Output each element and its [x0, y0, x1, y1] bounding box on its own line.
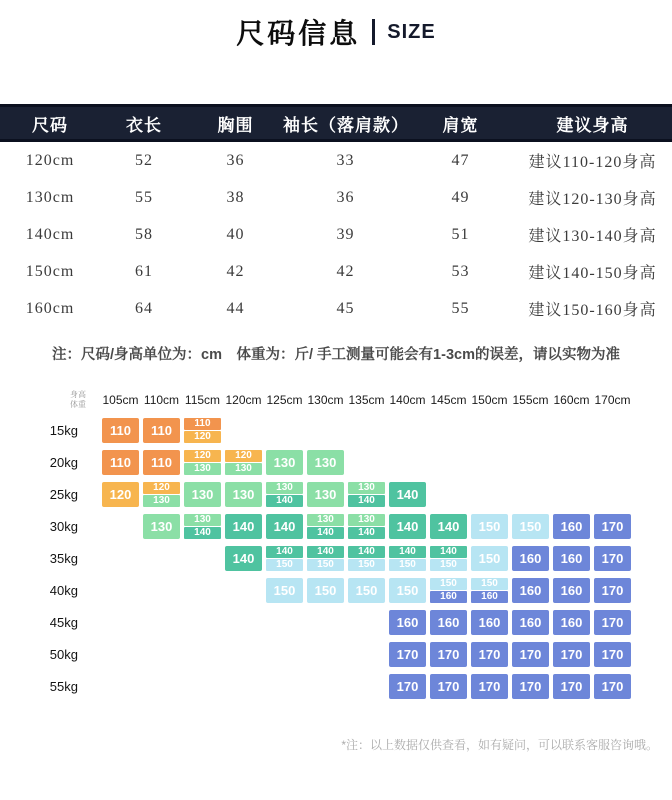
matrix-slot	[551, 642, 592, 667]
matrix-slot	[182, 514, 223, 539]
matrix-weight-label: 40kg	[49, 582, 78, 598]
size-table-row	[0, 216, 672, 253]
matrix-slot	[387, 610, 428, 635]
matrix-slot	[346, 546, 387, 571]
matrix-slot	[100, 450, 141, 475]
matrix-slot	[141, 514, 182, 539]
matrix-cell: 120	[102, 482, 139, 507]
matrix-height-label: 120cm	[225, 393, 262, 407]
matrix-row	[0, 574, 672, 606]
matrix-cell-split	[143, 482, 180, 507]
matrix-cell-value: 130	[307, 514, 344, 526]
matrix-cell-value: 150	[348, 559, 385, 571]
matrix-weight-label: 30kg	[49, 518, 78, 534]
size-table-cell: 140cm	[25, 225, 75, 243]
matrix-cell: 130	[307, 482, 344, 507]
matrix-corner-label	[0, 390, 100, 410]
matrix-cell-value: 140	[348, 527, 385, 539]
size-table-cell: 建议120-130身高	[528, 191, 657, 208]
matrix-cell: 150	[471, 546, 508, 571]
matrix-slot	[264, 482, 305, 507]
page-title	[0, 0, 672, 52]
matrix-cell-value: 130	[348, 514, 385, 526]
matrix-height-label: 140cm	[389, 393, 426, 407]
matrix-slot	[592, 546, 633, 571]
matrix-cell: 110	[143, 450, 180, 475]
matrix-slot	[387, 482, 428, 507]
matrix-cell: 160	[512, 546, 549, 571]
matrix-row	[0, 414, 672, 446]
matrix-header-row	[0, 386, 672, 414]
matrix-slot	[387, 578, 428, 603]
size-table-cell: 61	[135, 262, 153, 280]
matrix-cell: 140	[430, 514, 467, 539]
matrix-cell: 170	[594, 546, 631, 571]
size-table-body	[0, 142, 672, 327]
matrix-height-label: 110cm	[143, 393, 180, 407]
matrix-height-label: 135cm	[348, 393, 385, 407]
matrix-cell: 170	[553, 674, 590, 699]
matrix-cell-value: 140	[184, 527, 221, 539]
matrix-slot	[428, 674, 469, 699]
matrix-cell-split	[348, 546, 385, 571]
matrix-cell: 150	[307, 578, 344, 603]
matrix-row	[0, 542, 672, 574]
matrix-slot	[100, 482, 141, 507]
size-table-row	[0, 290, 672, 327]
matrix-slot	[551, 514, 592, 539]
matrix-slot	[346, 482, 387, 507]
matrix-cell-value: 140	[348, 546, 385, 558]
matrix-cell: 160	[553, 514, 590, 539]
matrix-cell: 170	[430, 642, 467, 667]
matrix-cell-value: 140	[389, 546, 426, 558]
matrix-cell-value: 130	[184, 514, 221, 526]
matrix-cell-value: 160	[471, 591, 508, 603]
matrix-slot	[510, 674, 551, 699]
size-table-cell: 55	[135, 188, 153, 206]
matrix-slot	[346, 514, 387, 539]
matrix-cell: 130	[143, 514, 180, 539]
matrix-cell-value: 140	[430, 546, 467, 558]
matrix-row	[0, 478, 672, 510]
matrix-slot	[223, 450, 264, 475]
matrix-body	[0, 414, 672, 702]
size-table-cell: 44	[226, 299, 245, 317]
matrix-cell-split	[348, 514, 385, 539]
corner-weight-label: 体重	[70, 400, 86, 409]
size-recommendation-matrix	[0, 386, 672, 702]
matrix-weight-label: 35kg	[49, 550, 78, 566]
matrix-cell-value: 150	[307, 559, 344, 571]
matrix-slot	[592, 514, 633, 539]
matrix-slot	[223, 514, 264, 539]
matrix-cell: 160	[512, 610, 549, 635]
matrix-slot	[387, 546, 428, 571]
size-table-cell: 39	[336, 225, 355, 243]
measurement-note: 注：尺码/身高单位为：cm 体重为：斤/ 手工测量可能会有1-3cm的误差，请以实物为准	[52, 347, 620, 363]
matrix-slot	[346, 578, 387, 603]
matrix-slot	[100, 418, 141, 443]
footnote: *注：以上数据仅供查看，如有疑问，可以联系客服咨询哦。	[341, 738, 658, 752]
matrix-slot	[469, 514, 510, 539]
size-table-header-cell: 尺码	[32, 115, 68, 135]
matrix-cell-split	[471, 578, 508, 603]
size-table-row	[0, 142, 672, 179]
matrix-height-label: 105cm	[102, 393, 139, 407]
matrix-height-label: 125cm	[266, 393, 303, 407]
matrix-slot	[182, 450, 223, 475]
matrix-height-label: 160cm	[553, 393, 590, 407]
matrix-cell-value: 160	[430, 591, 467, 603]
matrix-slot	[305, 578, 346, 603]
matrix-cell: 110	[102, 450, 139, 475]
matrix-cell-value: 120	[184, 450, 221, 462]
matrix-slot	[387, 514, 428, 539]
matrix-cell: 140	[225, 546, 262, 571]
matrix-slot	[141, 418, 182, 443]
matrix-slot	[469, 578, 510, 603]
matrix-cell-value: 150	[430, 578, 467, 590]
matrix-slot	[469, 642, 510, 667]
matrix-cell: 140	[389, 514, 426, 539]
matrix-cell-split	[184, 514, 221, 539]
size-table-cell: 51	[451, 225, 470, 243]
matrix-cell: 170	[430, 674, 467, 699]
matrix-slot	[305, 546, 346, 571]
matrix-slot	[510, 514, 551, 539]
size-table-cell: 150cm	[25, 262, 75, 280]
matrix-slot	[551, 546, 592, 571]
matrix-cell: 170	[594, 514, 631, 539]
matrix-cell: 170	[594, 578, 631, 603]
title-cn: 尺码信息	[236, 18, 361, 49]
matrix-slot	[264, 546, 305, 571]
size-table-cell: 建议140-150身高	[528, 265, 657, 282]
matrix-slot	[141, 450, 182, 475]
matrix-cell: 160	[553, 610, 590, 635]
matrix-cell-split	[307, 514, 344, 539]
matrix-height-label: 115cm	[184, 393, 221, 407]
matrix-cell-value: 130	[348, 482, 385, 494]
size-table	[0, 104, 672, 327]
matrix-cell: 170	[512, 674, 549, 699]
matrix-cell-split	[430, 578, 467, 603]
corner-height-label: 身高	[70, 390, 86, 399]
matrix-cell: 160	[512, 578, 549, 603]
matrix-cell: 130	[266, 450, 303, 475]
matrix-slot	[223, 482, 264, 507]
matrix-cell: 160	[553, 546, 590, 571]
matrix-cell: 110	[143, 418, 180, 443]
matrix-slot	[182, 418, 223, 443]
matrix-cell: 130	[307, 450, 344, 475]
matrix-slot	[551, 610, 592, 635]
matrix-cell: 170	[471, 642, 508, 667]
size-table-cell: 建议150-160身高	[528, 302, 657, 319]
size-table-cell: 36	[336, 188, 355, 206]
matrix-cell: 170	[553, 642, 590, 667]
matrix-cell-split	[266, 482, 303, 507]
matrix-slot	[428, 546, 469, 571]
matrix-slot	[428, 578, 469, 603]
matrix-height-label: 155cm	[512, 393, 549, 407]
matrix-slot	[469, 674, 510, 699]
matrix-cell-value: 140	[348, 495, 385, 507]
size-table-cell: 45	[336, 299, 355, 317]
matrix-cell: 170	[389, 674, 426, 699]
matrix-cell: 160	[430, 610, 467, 635]
size-table-cell: 55	[451, 299, 470, 317]
matrix-slot	[182, 482, 223, 507]
matrix-slot	[305, 450, 346, 475]
matrix-cell: 130	[184, 482, 221, 507]
matrix-cell-value: 110	[184, 418, 221, 430]
matrix-cell-split	[266, 546, 303, 571]
matrix-slot	[305, 514, 346, 539]
matrix-slot	[469, 546, 510, 571]
size-table-row	[0, 179, 672, 216]
matrix-cell: 170	[471, 674, 508, 699]
matrix-cell-value: 130	[143, 495, 180, 507]
size-table-cell: 64	[135, 299, 153, 317]
title-divider	[372, 19, 375, 45]
size-table-cell: 33	[336, 151, 355, 169]
matrix-cell-value: 140	[307, 527, 344, 539]
matrix-slot	[592, 610, 633, 635]
matrix-cell-value: 140	[266, 546, 303, 558]
matrix-row	[0, 446, 672, 478]
matrix-slot	[510, 578, 551, 603]
matrix-slot	[592, 674, 633, 699]
matrix-cell: 150	[471, 514, 508, 539]
matrix-slot	[469, 610, 510, 635]
matrix-slot	[264, 578, 305, 603]
matrix-cell-split	[307, 546, 344, 571]
matrix-cell-value: 140	[266, 495, 303, 507]
matrix-row	[0, 670, 672, 702]
matrix-cell: 150	[389, 578, 426, 603]
matrix-cell: 140	[225, 514, 262, 539]
matrix-cell: 160	[553, 578, 590, 603]
matrix-cell: 150	[512, 514, 549, 539]
matrix-slot	[510, 546, 551, 571]
matrix-cell-value: 140	[307, 546, 344, 558]
title-en: SIZE	[387, 20, 436, 43]
matrix-slot	[592, 642, 633, 667]
matrix-cell: 140	[389, 482, 426, 507]
matrix-slot	[551, 578, 592, 603]
matrix-height-label: 170cm	[594, 393, 631, 407]
matrix-cell-value: 120	[184, 431, 221, 443]
matrix-slot	[141, 482, 182, 507]
matrix-weight-label: 50kg	[49, 646, 78, 662]
size-table-cell: 36	[226, 151, 245, 169]
size-table-cell: 38	[226, 188, 245, 206]
matrix-weight-label: 25kg	[49, 486, 78, 502]
matrix-cell-value: 120	[143, 482, 180, 494]
matrix-cell-value: 150	[389, 559, 426, 571]
matrix-cell-value: 130	[225, 463, 262, 475]
matrix-cell: 170	[594, 674, 631, 699]
matrix-row	[0, 510, 672, 542]
matrix-slot	[510, 610, 551, 635]
matrix-slot	[428, 642, 469, 667]
matrix-cell-split	[225, 450, 262, 475]
matrix-slot	[264, 514, 305, 539]
size-table-cell: 160cm	[25, 299, 75, 317]
size-table-header-cell: 建议身高	[556, 115, 629, 135]
matrix-row	[0, 638, 672, 670]
size-table-cell: 52	[135, 151, 153, 169]
matrix-slot	[510, 642, 551, 667]
matrix-cell-split	[184, 450, 221, 475]
matrix-cell: 110	[102, 418, 139, 443]
matrix-weight-label: 20kg	[49, 454, 78, 470]
matrix-cell: 160	[389, 610, 426, 635]
size-table-cell: 40	[226, 225, 245, 243]
matrix-slot	[428, 610, 469, 635]
matrix-cell-value: 120	[225, 450, 262, 462]
matrix-slot	[223, 546, 264, 571]
size-table-cell: 120cm	[25, 151, 75, 169]
size-table-header-cell: 袖长（落肩款）	[283, 115, 409, 135]
size-table-cell: 49	[451, 188, 470, 206]
size-table-cell: 47	[451, 151, 470, 169]
matrix-cell-value: 150	[266, 559, 303, 571]
size-table-header-cell: 胸围	[217, 115, 254, 135]
matrix-cell: 170	[512, 642, 549, 667]
matrix-slot	[387, 674, 428, 699]
matrix-cell-split	[389, 546, 426, 571]
matrix-weight-label: 45kg	[49, 614, 78, 630]
matrix-cell: 160	[471, 610, 508, 635]
matrix-height-label: 150cm	[471, 393, 508, 407]
size-table-cell: 58	[135, 225, 153, 243]
matrix-cell-value: 150	[430, 559, 467, 571]
matrix-cell-split	[184, 418, 221, 443]
matrix-cell-value: 130	[184, 463, 221, 475]
matrix-height-label: 130cm	[307, 393, 344, 407]
matrix-cell: 150	[348, 578, 385, 603]
size-table-row	[0, 253, 672, 290]
size-table-header-cell: 肩宽	[442, 115, 479, 135]
matrix-cell: 140	[266, 514, 303, 539]
size-table-cell: 建议110-120身高	[528, 154, 657, 171]
size-table-cell: 130cm	[25, 188, 75, 206]
matrix-slot	[428, 514, 469, 539]
matrix-cell-value: 130	[266, 482, 303, 494]
matrix-cell: 130	[225, 482, 262, 507]
matrix-slot	[264, 450, 305, 475]
size-table-cell: 42	[226, 262, 245, 280]
matrix-cell: 170	[389, 642, 426, 667]
matrix-slot	[592, 578, 633, 603]
matrix-cell-split	[430, 546, 467, 571]
matrix-cell: 170	[594, 610, 631, 635]
matrix-weight-label: 15kg	[49, 422, 78, 438]
size-table-cell: 53	[451, 262, 470, 280]
matrix-slot	[387, 642, 428, 667]
matrix-slot	[305, 482, 346, 507]
matrix-cell: 150	[266, 578, 303, 603]
size-table-header-cell: 衣长	[126, 115, 162, 135]
matrix-cell: 170	[594, 642, 631, 667]
matrix-height-label: 145cm	[430, 393, 467, 407]
size-table-cell: 42	[336, 262, 355, 280]
matrix-weight-label: 55kg	[49, 678, 78, 694]
size-table-cell: 建议130-140身高	[528, 228, 657, 245]
size-table-header	[0, 104, 672, 142]
matrix-slot	[551, 674, 592, 699]
matrix-cell-value: 150	[471, 578, 508, 590]
matrix-cell-split	[348, 482, 385, 507]
matrix-row	[0, 606, 672, 638]
